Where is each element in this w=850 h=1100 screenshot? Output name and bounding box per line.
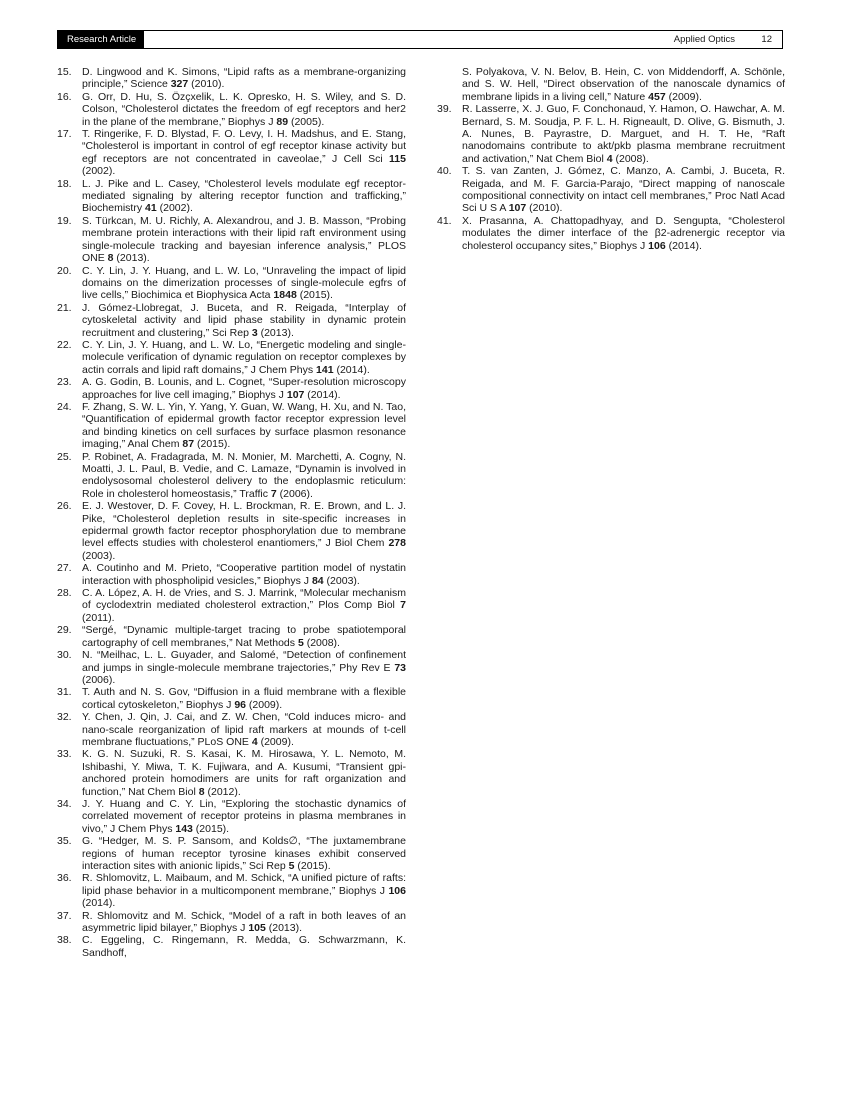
reference-volume: 5 <box>297 636 304 649</box>
reference-text <box>82 934 406 959</box>
reference-number: 16. <box>57 90 72 103</box>
reference-item <box>57 500 406 562</box>
reference-body: G. Orr, D. Hu, S. Özçxelik, L. K. Opresko, H. S. Wiley, and S. D. Colson, “Cholesterol dictates the freedom of egf receptors and her2 in the plane of the membrane,” Biophys J <box>82 90 406 128</box>
reference-body: T. Ringerike, F. D. Blystad, F. O. Levy, I. H. Madshus, and E. Stang, “Cholesterol is important in control of egf receptor kinase activity but egf receptors are not concentrated in caveolae,” J Cell Sci <box>82 128 406 165</box>
reference-text <box>82 128 406 178</box>
reference-number: 20. <box>57 264 72 277</box>
reference-number: 32. <box>57 711 72 724</box>
reference-body: J. Y. Huang and C. Y. Lin, “Exploring the stochastic dynamics of correlated movement of receptor proteins in plasma membranes in vivo,” J Chem Phys <box>82 797 406 835</box>
reference-body: A. G. Godin, B. Lounis, and L. Cognet, “Super-resolution microscopy approaches for live cell imaging,” Biophys J <box>82 376 406 401</box>
reference-text <box>82 587 406 624</box>
reference-body: R. Shlomovitz, L. Maibaum, and M. Schick, “A unified picture of rafts: lipid phase behavior in a multicomponent membrane,” Biophys J <box>82 872 406 897</box>
reference-text <box>82 91 406 128</box>
reference-year: (2006). <box>276 487 313 500</box>
reference-volume: 8 <box>198 785 205 798</box>
reference-number: 28. <box>57 587 72 600</box>
reference-volume: 5 <box>288 860 295 872</box>
reference-number: 41. <box>437 214 452 227</box>
reference-item <box>57 451 406 501</box>
reference-number: 39. <box>437 103 452 116</box>
reference-year: (2015). <box>194 438 231 451</box>
reference-item <box>57 302 406 339</box>
reference-text <box>82 562 406 587</box>
reference-text <box>82 451 406 501</box>
reference-text <box>82 66 406 91</box>
reference-text <box>82 748 406 798</box>
reference-item <box>57 686 406 711</box>
reference-number: 19. <box>57 214 72 227</box>
reference-volume: 106 <box>388 884 406 897</box>
reference-text <box>462 165 785 215</box>
article-type-label: Research Article <box>58 31 144 48</box>
reference-volume: 105 <box>248 922 266 935</box>
reference-body: D. Lingwood and K. Simons, “Lipid rafts as a membrane-organizing principle,” Science <box>82 66 406 91</box>
reference-item <box>57 835 406 872</box>
reference-year: (2008). <box>612 152 649 165</box>
reference-text <box>82 872 406 909</box>
reference-item <box>437 215 785 252</box>
reference-item <box>57 934 406 959</box>
reference-volume: 327 <box>170 78 189 91</box>
reference-body: C. Y. Lin, J. Y. Huang, and L. W. Lo, “Energetic modeling and single-molecule verification of dynamic regulation on receptor complexes by actin corrals and lipid raft domains,” J Chem Phys <box>82 338 406 376</box>
reference-year: (2014). <box>304 388 341 401</box>
reference-number: 33. <box>57 748 72 761</box>
reference-column-right <box>437 66 785 252</box>
reference-year: (2009). <box>665 90 702 103</box>
reference-item <box>57 66 406 91</box>
reference-text <box>82 798 406 835</box>
reference-body: J. Gómez-Llobregat, J. Buceta, and R. Reigada, “Interplay of cytoskeletal activity and lipid phase stability in dynamic protein recruitment and clustering,” Sci Rep <box>82 301 406 339</box>
reference-body: X. Prasanna, A. Chattopadhyay, and D. Sengupta, “Cholesterol modulates the dimer interface of the β2-adrenergic receptor via cholesterol occupancy sites,” Biophys J <box>462 214 785 252</box>
reference-number: 27. <box>57 562 72 575</box>
reference-text <box>82 302 406 339</box>
reference-number: 35. <box>57 835 72 848</box>
reference-number: 17. <box>57 128 72 141</box>
reference-number: 25. <box>57 450 72 463</box>
reference-number: 15. <box>57 66 72 78</box>
reference-number: 22. <box>57 338 72 351</box>
reference-year: (2013). <box>265 922 303 935</box>
reference-year: (2015). <box>192 822 230 835</box>
reference-year: (2010). <box>188 78 225 91</box>
reference-year: (2015). <box>294 860 331 872</box>
reference-text <box>82 649 406 686</box>
reference-item <box>57 401 406 451</box>
reference-text <box>82 910 406 935</box>
reference-text <box>82 376 406 401</box>
reference-item <box>437 165 785 215</box>
reference-number: 24. <box>57 400 72 413</box>
reference-volume: 96 <box>234 698 246 711</box>
reference-body: A. Coutinho and M. Prieto, “Cooperative partition model of nystatin interaction with phospholipid vesicles,” Biophys J <box>82 562 406 587</box>
reference-body: L. J. Pike and L. Casey, “Cholesterol levels modulate egf receptor-mediated signaling by altering receptor function and trafficking,” Biochemistry <box>82 177 406 215</box>
reference-body: N. “Meilhac, L. L. Guyader, and Salomé, “Detection of confinement and jumps in single-molecule membrane trajectories,” Phy Rev E <box>82 649 406 674</box>
reference-number: 23. <box>57 376 72 389</box>
reference-text <box>462 103 785 165</box>
reference-item <box>57 128 406 178</box>
reference-year: (2003). <box>323 574 360 587</box>
reference-volume: 73 <box>394 661 406 674</box>
reference-number: 38. <box>57 934 72 947</box>
reference-text <box>82 711 406 748</box>
reference-volume: 457 <box>648 90 666 103</box>
reference-body: R. Shlomovitz and M. Schick, “Model of a raft in both leaves of an asymmetric lipid bilayer,” Biophys J <box>82 909 406 935</box>
reference-year: (2003). <box>82 549 116 562</box>
reference-volume: 107 <box>508 202 527 215</box>
reference-volume: 89 <box>276 115 289 128</box>
reference-volume: 141 <box>316 363 334 376</box>
reference-item <box>437 66 785 103</box>
reference-year: (2011). <box>82 611 115 624</box>
reference-year: (2014). <box>665 239 702 252</box>
reference-item <box>57 587 406 624</box>
reference-year: (2002). <box>156 202 193 215</box>
reference-year: (2009). <box>246 698 283 711</box>
reference-item <box>57 748 406 798</box>
reference-body: Y. Chen, J. Qin, J. Cai, and Z. W. Chen, “Cold induces micro- and nano-scale reorganization of lipid raft markers at mounds of t-cell membrane fluctuations,” PLoS ONE <box>82 711 406 748</box>
reference-volume: 4 <box>251 735 258 748</box>
reference-number: 30. <box>57 649 72 662</box>
reference-volume: 7 <box>270 487 277 500</box>
reference-body: P. Robinet, A. Fradagrada, M. N. Monier, M. Marchetti, A. Cogny, N. Moatti, J. L. Paul, B. Vedie, and C. Lamaze, “Dynamin is involved in endolysosomal cholesterol delivery to the endoplasmic reticulum: Role in cholesterol homeostasis,” Traffic <box>82 450 406 500</box>
reference-item <box>437 103 785 165</box>
reference-number: 34. <box>57 797 72 810</box>
reference-body: S. Polyakova, V. N. Belov, B. Hein, C. von Middendorff, A. Schönle, and S. W. Hell, “Direct observation of the nanoscale dynamics of membrane lipids in a living cell,” Nature <box>462 66 785 103</box>
reference-number: 37. <box>57 909 72 922</box>
reference-year: (2009). <box>257 735 294 748</box>
reference-body: C. Eggeling, C. Ringemann, R. Medda, G. Schwarzmann, K. Sandhoff, <box>82 934 406 959</box>
reference-volume: 41 <box>145 202 157 215</box>
reference-volume: 4 <box>606 152 613 165</box>
reference-volume: 143 <box>175 822 193 835</box>
reference-text <box>82 686 406 711</box>
reference-text <box>82 835 406 872</box>
reference-body: K. G. N. Suzuki, R. S. Kasai, K. M. Hirosawa, Y. L. Nemoto, M. Ishibashi, Y. Miwa, T. K. Fujiwara, and A. Kusumi, “Transient gpi-anchored protein homodimers are units for raft organization and function,” Nat Chem Biol <box>82 748 406 798</box>
reference-body: S. Türkcan, M. U. Richly, A. Alexandrou, and J. B. Masson, “Probing membrane protein interactions with their lipid raft environment using single-molecule tracking and bayesian inference analysis,” PLOS ONE <box>82 214 406 265</box>
reference-volume: 7 <box>400 599 406 612</box>
reference-item <box>57 624 406 649</box>
reference-body: “Sergé, “Dynamic multiple-target tracing to probe spatiotemporal cartography of cell membranes,” Nat Methods <box>82 624 406 649</box>
reference-text <box>462 66 785 103</box>
reference-item <box>57 339 406 376</box>
reference-column-left <box>57 66 406 959</box>
reference-text <box>82 178 406 215</box>
reference-item <box>57 91 406 128</box>
reference-number: 21. <box>57 301 72 314</box>
reference-text <box>82 265 406 302</box>
reference-year: (2014). <box>333 363 370 376</box>
reference-body: C. Y. Lin, J. Y. Huang, and L. W. Lo, “Unraveling the impact of lipid domains on the dimerization processes of single-molecule egfrs of live cells,” Biochimica et Biophysica Acta <box>82 264 406 302</box>
reference-text <box>82 401 406 451</box>
reference-year: (2012). <box>204 785 241 798</box>
reference-year: (2013). <box>113 252 150 265</box>
reference-year: (2013). <box>257 326 294 339</box>
reference-volume: 84 <box>311 574 324 587</box>
reference-volume: 87 <box>182 438 195 451</box>
reference-body: T. Auth and N. S. Gov, “Diffusion in a fluid membrane with a flexible cortical cytoskeleton,” Biophys J <box>82 686 406 711</box>
reference-year: (2015). <box>296 289 333 302</box>
reference-year: (2002). <box>82 165 116 178</box>
reference-body: F. Zhang, S. W. L. Yin, Y. Yang, Y. Guan, W. Wang, H. Xu, and N. Tao, “Quantification of epidermal growth factor receptor expression level and binding kinetics on cell surfaces by surface plasmon resonance imaging,” Anal Chem <box>82 400 406 451</box>
reference-item <box>57 872 406 909</box>
reference-year: (2014). <box>82 897 116 910</box>
reference-body: R. Lasserre, X. J. Guo, F. Conchonaud, Y. Hamon, O. Hawchar, A. M. Bernard, S. M. Soudja, P. F. L. H. Rigneault, D. Olive, G. Bismuth, J. A. Nunes, B. Payrastre, D. Marguet, and H. T. He, “Raft nanodomains contribute to akt/pkb plasma membrane recruitment and activation,” Nat Chem Biol <box>462 103 785 165</box>
reference-year: (2006). <box>82 673 116 686</box>
reference-number: 31. <box>57 686 72 699</box>
reference-volume: 278 <box>388 537 406 550</box>
page-number: 12 <box>761 34 772 45</box>
reference-item <box>57 649 406 686</box>
reference-body: G. “Hedger, M. S. P. Sansom, and Kolds∅, “The juxtamembrane regions of human receptor tyrosine kinases exhibit conserved interaction sites with anionic lipids,” Sci Rep <box>82 835 406 872</box>
reference-item <box>57 215 406 265</box>
reference-item <box>57 376 406 401</box>
page-header <box>57 30 783 49</box>
reference-item <box>57 910 406 935</box>
reference-body: C. A. López, A. H. de Vries, and S. J. Marrink, “Molecular mechanism of cyclodextrin mediated cholesterol extraction,” Plos Comp Biol <box>82 587 406 612</box>
reference-year: (2010). <box>526 202 563 215</box>
reference-number: 40. <box>437 165 452 178</box>
reference-item <box>57 562 406 587</box>
reference-year: (2005). <box>288 115 325 128</box>
reference-number: 29. <box>57 624 72 637</box>
reference-item <box>57 798 406 835</box>
reference-volume: 3 <box>251 326 258 339</box>
reference-text <box>82 624 406 649</box>
reference-number: 18. <box>57 177 72 190</box>
reference-volume: 8 <box>107 252 114 265</box>
reference-text <box>82 339 406 376</box>
reference-text <box>462 215 785 252</box>
reference-volume: 107 <box>286 388 305 401</box>
reference-item <box>57 178 406 215</box>
reference-year: (2008). <box>303 636 340 649</box>
reference-item <box>57 265 406 302</box>
reference-text <box>82 500 406 562</box>
reference-item <box>57 711 406 748</box>
reference-volume: 115 <box>389 152 406 165</box>
reference-number: 26. <box>57 500 72 513</box>
reference-text <box>82 215 406 265</box>
reference-number: 36. <box>57 872 72 885</box>
reference-body: T. S. van Zanten, J. Gómez, C. Manzo, A. Cambi, J. Buceta, R. Reigada, and M. F. Garcia-Parajo, “Direct mapping of nanoscale compositional connectivity on intact cell membranes,” Proc Natl Acad Sci U S A <box>462 165 785 215</box>
reference-volume: 106 <box>648 239 666 252</box>
journal-name: Applied Optics <box>673 34 735 45</box>
reference-body: E. J. Westover, D. F. Covey, H. L. Brockman, R. E. Brown, and L. J. Pike, “Cholesterol depletion results in site-specific increases in epidermal growth factor receptor phosphorylation due to membrane level effects studies with cholesterol enantiomers,” J Biol Chem <box>82 500 406 550</box>
reference-volume: 1848 <box>273 289 297 302</box>
